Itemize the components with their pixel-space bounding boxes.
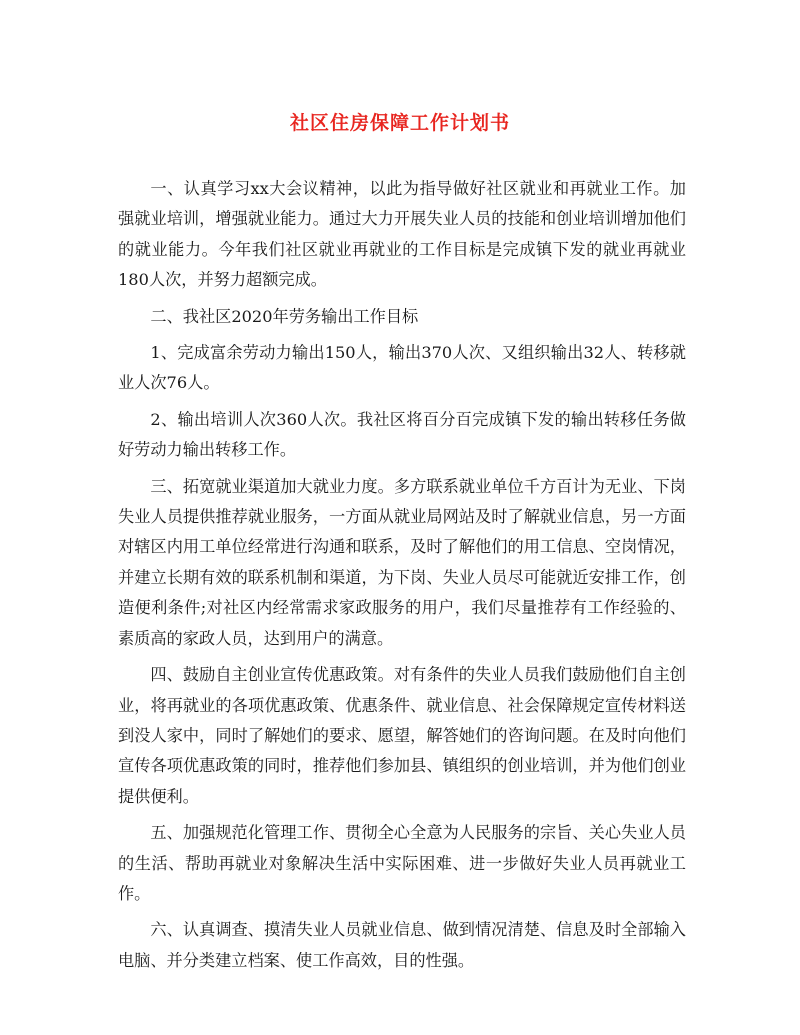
document-body <box>118 174 686 982</box>
paragraph-6: 四、鼓励自主创业宣传优惠政策。对有条件的失业人员我们鼓励他们自主创业，将再就业的各项优惠政策、优惠条件、就业信息、社会保障规定宣传材料送到没人家中，同时了解她们的要求、愿望，解答她们的咨询问题。在及时向他们宣传各项优惠政策的同时，推荐他们参加县、镇组织的创业培训，并为他们创业提供便利。 <box>118 665 686 806</box>
paragraph-1: 一、认真学习xx大会议精神，以此为指导做好社区就业和再就业工作。加强就业培训，增强就业能力。通过大力开展失业人员的技能和创业培训增加他们的就业能力。今年我们社区就业再就业的工作目标是完成镇下发的就业再就业180人次，并努力超额完成。 <box>118 179 686 290</box>
paragraph-4: 2、输出培训人次360人次。我社区将百分百完成镇下发的输出转移任务做好劳动力输出转移工作。 <box>118 409 686 460</box>
paragraph-7: 五、加强规范化管理工作、贯彻全心全意为人民服务的宗旨、关心失业人员的生活、帮助再就业对象解决生活中实际困难、进一步做好失业人员再就业工作。 <box>118 823 686 903</box>
paragraph-2: 二、我社区2020年劳务输出工作目标 <box>150 306 419 326</box>
paragraph-5: 三、拓宽就业渠道加大就业力度。多方联系就业单位千方百计为无业、下岗失业人员提供推荐就业服务，一方面从就业局网站及时了解就业信息，另一方面对辖区内用工单位经常进行沟通和联系，及时了解他们的用工信息、空岗情况，并建立长期有效的联系机制和渠道，为下岗、失业人员尽可能就近安排工作，创造便利条件;对社区内经常需求家政服务的用户，我们尽量推荐有工作经验的、素质高的家政人员，达到用户的满意。 <box>118 476 686 648</box>
paragraph-8: 六、认真调查、摸清失业人员就业信息、做到情况清楚、信息及时全部输入电脑、并分类建立档案、使工作高效，目的性强。 <box>118 920 686 970</box>
paragraph-3: 1、完成富余劳动力输出150人，输出370人次、又组织输出32人、转移就业人次76人。 <box>118 343 686 393</box>
document-title: 社区住房保障工作计划书 <box>289 112 510 134</box>
